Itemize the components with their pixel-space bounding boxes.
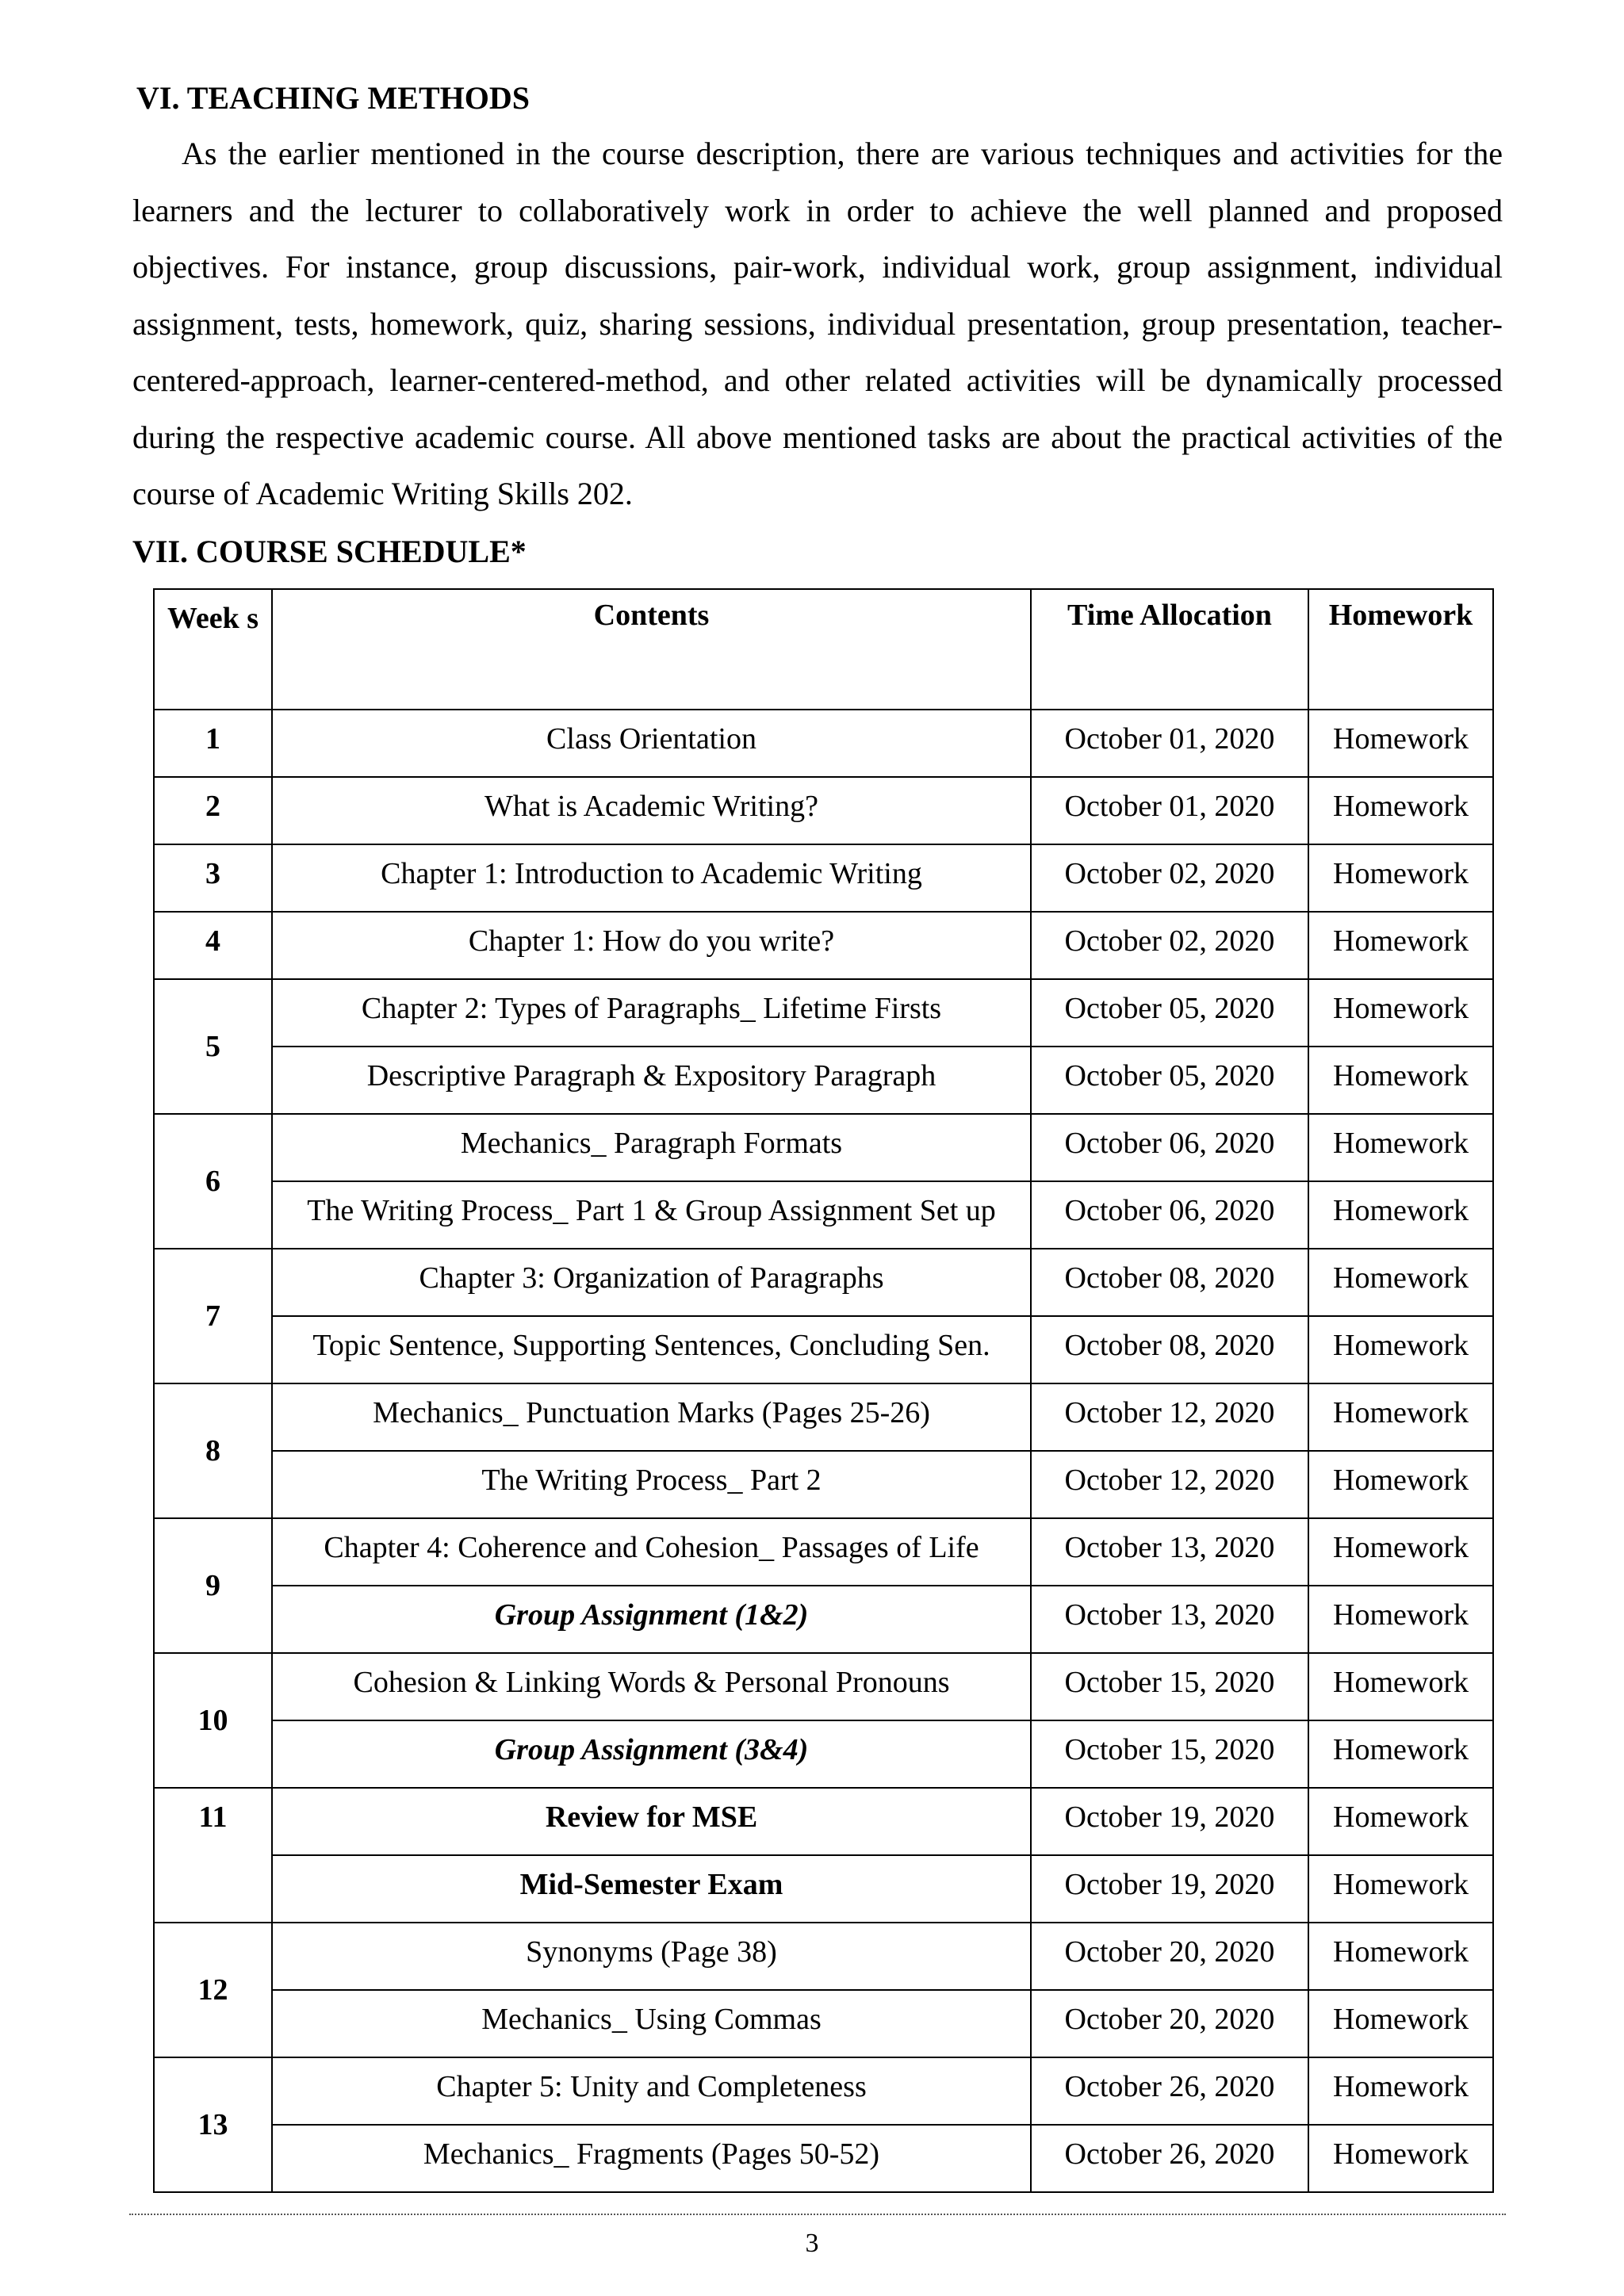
homework-cell: Homework bbox=[1308, 1114, 1493, 1181]
homework-cell: Homework bbox=[1308, 777, 1493, 844]
time-cell: October 12, 2020 bbox=[1031, 1383, 1308, 1451]
week-number: 1 bbox=[154, 710, 272, 777]
week-number: 5 bbox=[154, 979, 272, 1114]
week-number: 10 bbox=[154, 1653, 272, 1788]
header-homework: Homework bbox=[1308, 589, 1493, 710]
time-cell: October 06, 2020 bbox=[1031, 1181, 1308, 1249]
week-number: 12 bbox=[154, 1923, 272, 2057]
page-number: 3 bbox=[805, 2229, 819, 2258]
homework-cell: Homework bbox=[1308, 1383, 1493, 1451]
time-cell: October 05, 2020 bbox=[1031, 979, 1308, 1047]
table-row bbox=[154, 777, 1493, 844]
table-row bbox=[154, 1855, 1493, 1923]
content-cell: Chapter 4: Coherence and Cohesion_ Passages of Life bbox=[272, 1518, 1031, 1586]
content-cell: Mechanics_ Using Commas bbox=[272, 1990, 1031, 2057]
table-row bbox=[154, 1518, 1493, 1586]
homework-cell: Homework bbox=[1308, 844, 1493, 912]
time-cell: October 02, 2020 bbox=[1031, 844, 1308, 912]
table-row bbox=[154, 979, 1493, 1047]
week-number: 13 bbox=[154, 2057, 272, 2192]
header-contents: Contents bbox=[272, 589, 1031, 710]
time-cell: October 20, 2020 bbox=[1031, 1990, 1308, 2057]
content-cell: Mechanics_ Fragments (Pages 50-52) bbox=[272, 2125, 1031, 2192]
homework-cell: Homework bbox=[1308, 1316, 1493, 1383]
content-cell: Chapter 2: Types of Paragraphs_ Lifetime Firsts bbox=[272, 979, 1031, 1047]
week-number: 8 bbox=[154, 1383, 272, 1518]
table-row bbox=[154, 1788, 1493, 1855]
table-row bbox=[154, 844, 1493, 912]
table-row bbox=[154, 1114, 1493, 1181]
homework-cell: Homework bbox=[1308, 710, 1493, 777]
time-cell: October 08, 2020 bbox=[1031, 1249, 1308, 1316]
footer-divider bbox=[129, 2214, 1506, 2215]
homework-cell: Homework bbox=[1308, 1855, 1493, 1923]
table-header-row bbox=[154, 589, 1493, 710]
homework-cell: Homework bbox=[1308, 1923, 1493, 1990]
week-number: 4 bbox=[154, 912, 272, 979]
content-cell: Topic Sentence, Supporting Sentences, Concluding Sen. bbox=[272, 1316, 1031, 1383]
homework-cell: Homework bbox=[1308, 979, 1493, 1047]
week-number: 6 bbox=[154, 1114, 272, 1249]
homework-cell: Homework bbox=[1308, 2125, 1493, 2192]
week-number: 11 bbox=[154, 1788, 272, 1923]
time-cell: October 15, 2020 bbox=[1031, 1720, 1308, 1788]
time-cell: October 19, 2020 bbox=[1031, 1788, 1308, 1855]
time-cell: October 26, 2020 bbox=[1031, 2125, 1308, 2192]
table-row bbox=[154, 1990, 1493, 2057]
table-row bbox=[154, 1047, 1493, 1114]
table-row bbox=[154, 1653, 1493, 1720]
time-cell: October 20, 2020 bbox=[1031, 1923, 1308, 1990]
header-time-allocation: Time Allocation bbox=[1031, 589, 1308, 710]
content-cell-group-assignment: Group Assignment (3&4) bbox=[272, 1720, 1031, 1788]
table-row bbox=[154, 1586, 1493, 1653]
homework-cell: Homework bbox=[1308, 1047, 1493, 1114]
content-cell: Synonyms (Page 38) bbox=[272, 1923, 1031, 1990]
content-cell: The Writing Process_ Part 2 bbox=[272, 1451, 1031, 1518]
homework-cell: Homework bbox=[1308, 1653, 1493, 1720]
table-row bbox=[154, 2057, 1493, 2125]
time-cell: October 15, 2020 bbox=[1031, 1653, 1308, 1720]
homework-cell: Homework bbox=[1308, 1518, 1493, 1586]
time-cell: October 02, 2020 bbox=[1031, 912, 1308, 979]
content-cell: What is Academic Writing? bbox=[272, 777, 1031, 844]
time-cell: October 06, 2020 bbox=[1031, 1114, 1308, 1181]
time-cell: October 08, 2020 bbox=[1031, 1316, 1308, 1383]
content-cell-group-assignment: Group Assignment (1&2) bbox=[272, 1586, 1031, 1653]
time-cell: October 19, 2020 bbox=[1031, 1855, 1308, 1923]
week-number: 3 bbox=[154, 844, 272, 912]
homework-cell: Homework bbox=[1308, 912, 1493, 979]
content-cell-review: Review for MSE bbox=[272, 1788, 1031, 1855]
header-weeks bbox=[154, 589, 272, 710]
time-cell: October 13, 2020 bbox=[1031, 1586, 1308, 1653]
week-number: 9 bbox=[154, 1518, 272, 1653]
time-cell: October 05, 2020 bbox=[1031, 1047, 1308, 1114]
content-cell: Class Orientation bbox=[272, 710, 1031, 777]
content-cell: Chapter 3: Organization of Paragraphs bbox=[272, 1249, 1031, 1316]
content-cell: Mechanics_ Paragraph Formats bbox=[272, 1114, 1031, 1181]
table-row bbox=[154, 710, 1493, 777]
homework-cell: Homework bbox=[1308, 1451, 1493, 1518]
content-cell: Mechanics_ Punctuation Marks (Pages 25-26) bbox=[272, 1383, 1031, 1451]
content-cell: Descriptive Paragraph & Expository Paragraph bbox=[272, 1047, 1031, 1114]
table-row bbox=[154, 1383, 1493, 1451]
homework-cell: Homework bbox=[1308, 2057, 1493, 2125]
content-cell: Cohesion & Linking Words & Personal Pronouns bbox=[272, 1653, 1031, 1720]
homework-cell: Homework bbox=[1308, 1788, 1493, 1855]
table-row bbox=[154, 2125, 1493, 2192]
content-cell: The Writing Process_ Part 1 & Group Assignment Set up bbox=[272, 1181, 1031, 1249]
course-schedule-table bbox=[153, 588, 1494, 2193]
homework-cell: Homework bbox=[1308, 1720, 1493, 1788]
teaching-methods-paragraph: As the earlier mentioned in the course description, there are various techniques and activities for the learners and the lecturer to collaboratively work in order to achieve the well planned and proposed objectives. For instance, group discussions, pair-work, individual work, group assignment, individual assignment, tests, homework, quiz, sharing sessions, individual presentation, group presentation, teacher-centered-approach, learner-centered-method, and other related activities will be dynamically processed during the respective academic course. All above mentioned tasks are about the practical activities of the course of Academic Writing Skills 202. bbox=[132, 136, 1503, 511]
time-cell: October 01, 2020 bbox=[1031, 710, 1308, 777]
table-row bbox=[154, 1181, 1493, 1249]
homework-cell: Homework bbox=[1308, 1586, 1493, 1653]
table-row bbox=[154, 1923, 1493, 1990]
homework-cell: Homework bbox=[1308, 1990, 1493, 2057]
time-cell: October 01, 2020 bbox=[1031, 777, 1308, 844]
time-cell: October 12, 2020 bbox=[1031, 1451, 1308, 1518]
table-row bbox=[154, 1720, 1493, 1788]
table-row bbox=[154, 912, 1493, 979]
content-cell: Chapter 1: Introduction to Academic Writing bbox=[272, 844, 1031, 912]
table-row bbox=[154, 1316, 1493, 1383]
content-cell: Chapter 5: Unity and Completeness bbox=[272, 2057, 1031, 2125]
homework-cell: Homework bbox=[1308, 1249, 1493, 1316]
time-cell: October 13, 2020 bbox=[1031, 1518, 1308, 1586]
header-weeks-text: Week s bbox=[167, 602, 259, 635]
section-heading-teaching-methods: VI. TEACHING METHODS bbox=[136, 80, 530, 116]
week-number: 2 bbox=[154, 777, 272, 844]
section-heading-course-schedule: VII. COURSE SCHEDULE* bbox=[132, 534, 527, 569]
content-cell-exam: Mid-Semester Exam bbox=[272, 1855, 1031, 1923]
table-row bbox=[154, 1249, 1493, 1316]
table-row bbox=[154, 1451, 1493, 1518]
homework-cell: Homework bbox=[1308, 1181, 1493, 1249]
week-number: 7 bbox=[154, 1249, 272, 1383]
time-cell: October 26, 2020 bbox=[1031, 2057, 1308, 2125]
content-cell: Chapter 1: How do you write? bbox=[272, 912, 1031, 979]
